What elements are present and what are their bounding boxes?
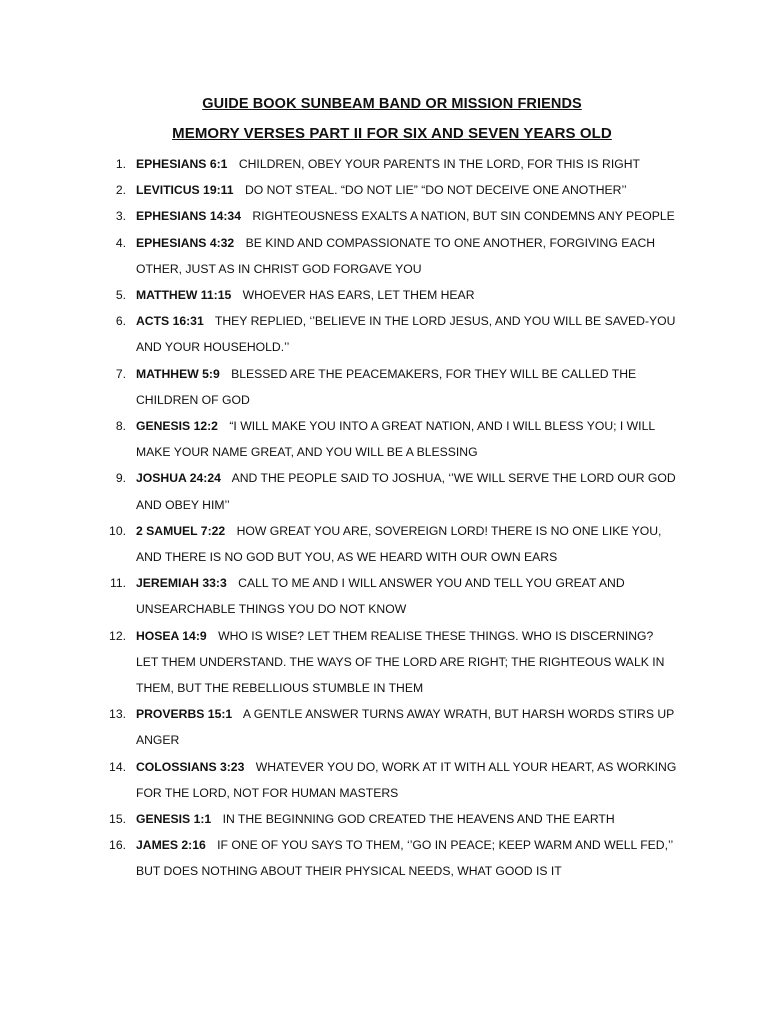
verse-reference: EPHESIANS 4:32 bbox=[136, 235, 235, 250]
verse-text: WHO IS WISE? LET THEM REALISE THESE THINGS. WHO IS DISCERNING? LET THEM UNDERSTAND. THE WAYS OF THE LORD ARE RIGHT; THE RIGHTEOUS WALK IN THEM, BUT THE REBELLIOUS STUMBLE IN THEM bbox=[136, 628, 665, 696]
verse-number: 3. bbox=[115, 209, 126, 224]
verse-text: IF ONE OF YOU SAYS TO THEM, ‘’GO IN PEACE; KEEP WARM AND WELL FED,’’ BUT DOES NOTHING ABOUT THEIR PHYSICAL NEEDS, WHAT GOOD IS IT bbox=[136, 838, 673, 879]
verse-number: 7. bbox=[115, 366, 126, 381]
verse-item bbox=[106, 203, 678, 229]
verse-item bbox=[106, 361, 678, 413]
verse-item bbox=[106, 230, 678, 282]
verse-item bbox=[106, 806, 678, 832]
verse-reference: LEVITICUS 19:11 bbox=[136, 183, 234, 198]
verse-text: HOW GREAT YOU ARE, SOVEREIGN LORD! THERE IS NO ONE LIKE YOU, AND THERE IS NO GOD BUT YOU, AS WE HEARD WITH OUR OWN EARS bbox=[136, 523, 662, 565]
verse-item bbox=[106, 832, 678, 884]
verse-number: 14. bbox=[109, 759, 126, 774]
verse-reference: EPHESIANS 6:1 bbox=[136, 157, 228, 171]
verse-reference: HOSEA 14:9 bbox=[136, 628, 207, 643]
verse-reference: COLOSSIANS 3:23 bbox=[136, 759, 245, 774]
document-subtitle: MEMORY VERSES PART II FOR SIX AND SEVEN YEARS OLD bbox=[172, 125, 612, 142]
document-title: GUIDE BOOK SUNBEAM BAND OR MISSION FRIENDS bbox=[202, 96, 582, 112]
verse-number: 11. bbox=[109, 576, 126, 591]
verse-reference: PROVERBS 15:1 bbox=[136, 707, 233, 722]
verse-text: A GENTLE ANSWER TURNS AWAY WRATH, BUT HARSH WORDS STIRS UP ANGER bbox=[136, 707, 675, 748]
verse-reference: JAMES 2:16 bbox=[136, 838, 206, 853]
verse-item bbox=[106, 308, 678, 360]
verse-item bbox=[106, 177, 678, 203]
verse-text: BE KIND AND COMPASSIONATE TO ONE ANOTHER, FORGIVING EACH OTHER, JUST AS IN CHRIST GOD FORGAVE YOU bbox=[136, 235, 656, 276]
verse-number: 15. bbox=[109, 812, 126, 827]
verse-text: DO NOT STEAL. “DO NOT LIE” “DO NOT DECEIVE ONE ANOTHER’’ bbox=[244, 183, 627, 198]
verse-text: IN THE BEGINNING GOD CREATED THE HEAVENS AND THE EARTH bbox=[222, 812, 615, 827]
verse-item bbox=[106, 623, 678, 702]
verse-text: AND THE PEOPLE SAID TO JOSHUA, ‘’WE WILL SERVE THE LORD OUR GOD AND OBEY HIM’’ bbox=[136, 471, 676, 512]
verse-item bbox=[106, 413, 678, 465]
verse-text: BLESSED ARE THE PEACEMAKERS, FOR THEY WILL BE CALLED THE CHILDREN OF GOD bbox=[136, 366, 637, 407]
verse-text: “I WILL MAKE YOU INTO A GREAT NATION, AND I WILL BLESS YOU; I WILL MAKE YOUR NAME GREAT, AND YOU WILL BE A BLESSING bbox=[136, 419, 655, 460]
verse-number: 10. bbox=[109, 523, 126, 538]
verse-number: 9. bbox=[115, 471, 126, 486]
verse-reference: EPHESIANS 14:34 bbox=[136, 209, 241, 224]
verse-reference: GENESIS 12:2 bbox=[136, 419, 218, 434]
verse-reference: GENESIS 1:1 bbox=[136, 812, 212, 827]
verse-item bbox=[106, 701, 678, 753]
verse-reference: ACTS 16:31 bbox=[136, 314, 204, 329]
verse-number: 6. bbox=[115, 314, 126, 329]
verse-number: 16. bbox=[109, 838, 126, 853]
verse-reference: 2 SAMUEL 7:22 bbox=[136, 523, 226, 538]
verse-reference: MATHHEW 5:9 bbox=[136, 366, 220, 381]
verse-reference: MATTHEW 11:15 bbox=[136, 288, 232, 303]
verse-text: CALL TO ME AND I WILL ANSWER YOU AND TELL YOU GREAT AND UNSEARCHABLE THINGS YOU DO NOT KNOW bbox=[136, 576, 625, 617]
verse-item bbox=[106, 754, 678, 806]
verse-item bbox=[106, 465, 678, 517]
verse-item bbox=[106, 151, 678, 177]
verse-number: 2. bbox=[115, 183, 126, 198]
verse-number: 4. bbox=[115, 235, 126, 250]
verse-text: WHOEVER HAS EARS, LET THEM HEAR bbox=[242, 288, 475, 303]
verse-reference: JOSHUA 24:24 bbox=[136, 471, 221, 486]
verse-item bbox=[106, 282, 678, 308]
verse-text: WHATEVER YOU DO, WORK AT IT WITH ALL YOUR HEART, AS WORKING FOR THE LORD, NOT FOR HUMAN MASTERS bbox=[136, 759, 677, 800]
verse-reference: JEREMIAH 33:3 bbox=[136, 576, 227, 591]
memory-verse-list bbox=[106, 151, 678, 885]
verse-item bbox=[106, 570, 678, 622]
verse-number: 12. bbox=[109, 628, 126, 643]
verse-text: THEY REPLIED, ‘’BELIEVE IN THE LORD JESUS, AND YOU WILL BE SAVED-YOU AND YOUR HOUSEHOLD.’’ bbox=[136, 314, 676, 355]
verse-text: RIGHTEOUSNESS EXALTS A NATION, BUT SIN CONDEMNS ANY PEOPLE bbox=[252, 209, 675, 224]
verse-number: 13. bbox=[109, 707, 126, 722]
verse-text: CHILDREN, OBEY YOUR PARENTS IN THE LORD, FOR THIS IS RIGHT bbox=[238, 157, 640, 171]
verse-item bbox=[106, 518, 678, 570]
verse-number: 8. bbox=[115, 419, 126, 434]
verse-number: 1. bbox=[115, 157, 126, 171]
verse-number: 5. bbox=[115, 288, 126, 303]
